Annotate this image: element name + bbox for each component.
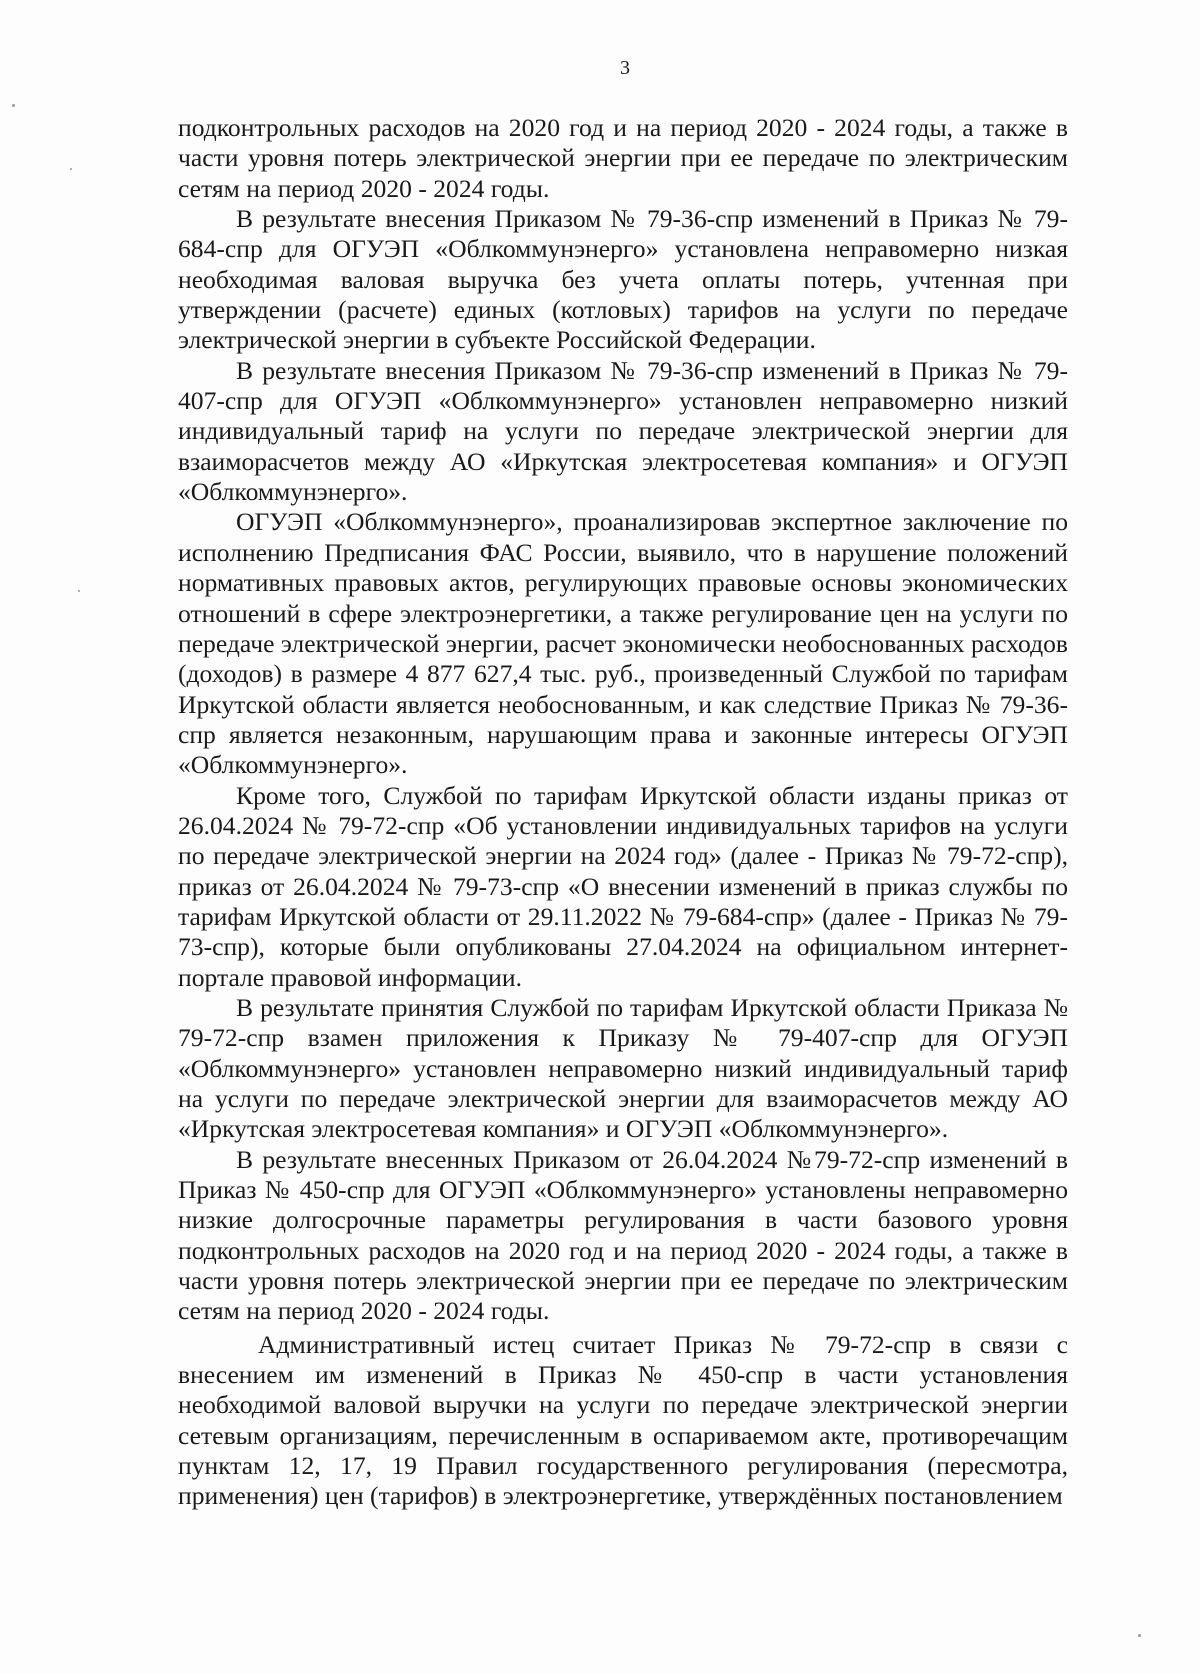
paragraph: Административный истец считает Приказ № 79-72-спр в связи с внесением им изменений в Приказ № 450-спр в части установления необходимой валовой выручки на услуги по передаче электрической энергии сетевым организациям, перечисленным в оспариваемом акте, противоречащим пунктам 12, 17, 19 Правил государственного регулирования (пересмотра, применения) цен (тарифов) в электроэнергетике, утверждённых постановлением <box>178 1329 1068 1511</box>
paragraph: В результате внесенных Приказом от 26.04.2024 №79-72-спр изменений в Приказ № 450-спр для ОГУЭП «Облкоммунэнерго» установлены неправомерно низкие долгосрочные параметры регулирования в части базового уровня подконтрольных расходов на 2020 год и на период 2020 - 2024 годы, а также в части уровня потерь электрической энергии при ее передаче по электрическим сетям на период 2020 - 2024 годы. <box>178 1144 1068 1326</box>
scan-speck <box>78 590 80 592</box>
paragraph-continuation: подконтрольных расходов на 2020 год и на период 2020 - 2024 годы, а также в части уровня потерь электрической энергии при ее передаче по электрическим сетям на период 2020 - 2024 годы. <box>178 113 1068 203</box>
paragraph: Кроме того, Службой по тарифам Иркутской области изданы приказ от 26.04.2024 № 79-72-спр «Об установлении индивидуальных тарифов на услуги по передаче электрической энергии на 2024 год» (далее - Приказ № 79-72-спр), приказ от 26.04.2024 № 79-73-спр «О внесении изменений в приказ службы по тарифам Иркутской области от 29.11.2022 № 79-684-спр» (далее - Приказ № 79-73-спр), которые были опубликованы 27.04.2024 на официальном интернет-портале правовой информации. <box>178 780 1068 992</box>
page-number: 3 <box>620 57 630 79</box>
paragraph: В результате внесения Приказом № 79-36-спр изменений в Приказ № 79-684-спр для ОГУЭП «Облкоммунэнерго» установлена неправомерно низкая необходимая валовая выручка без учета оплаты потерь, учтенная при утверждении (расчете) единых (котловых) тарифов на услуги по передаче электрической энергии в субъекте Российской Федерации. <box>178 204 1068 355</box>
scan-speck <box>12 104 15 107</box>
document-body <box>178 113 1068 1512</box>
paragraph: ОГУЭП «Облкоммунэнерго», проанализировав экспертное заключение по исполнению Предписания ФАС России, выявило, что в нарушение положений нормативных правовых актов, регулирующих правовые основы экономических отношений в сфере электроэнергетики, а также регулирование цен на услуги по передаче электрической энергии, расчет экономически необоснованных расходов (доходов) в размере 4 877 627,4 тыс. руб., произведенный Службой по тарифам Иркутской области является необоснованным, и как следствие Приказ № 79-36-спр является незаконным, нарушающим права и законные интересы ОГУЭП «Облкоммунэнерго». <box>178 507 1068 780</box>
scan-speck <box>1138 1634 1141 1637</box>
paragraph: В результате внесения Приказом № 79-36-спр изменений в Приказ № 79-407-спр для ОГУЭП «Облкоммунэнерго» установлен неправомерно низкий индивидуальный тариф на услуги по передаче электрической энергии для взаиморасчетов между АО «Иркутская электросетевая компания» и ОГУЭП «Облкоммунэнерго». <box>178 355 1068 507</box>
scan-speck <box>70 168 72 170</box>
paragraph: В результате принятия Службой по тарифам Иркутской области Приказа № 79-72-спр взамен приложения к Приказу № 79-407-спр для ОГУЭП «Облкоммунэнерго» установлен неправомерно низкий индивидуальный тариф на услуги по передаче электрической энергии для взаиморасчетов между АО «Иркутская электросетевая компания» и ОГУЭП «Облкоммунэнерго». <box>178 992 1068 1144</box>
